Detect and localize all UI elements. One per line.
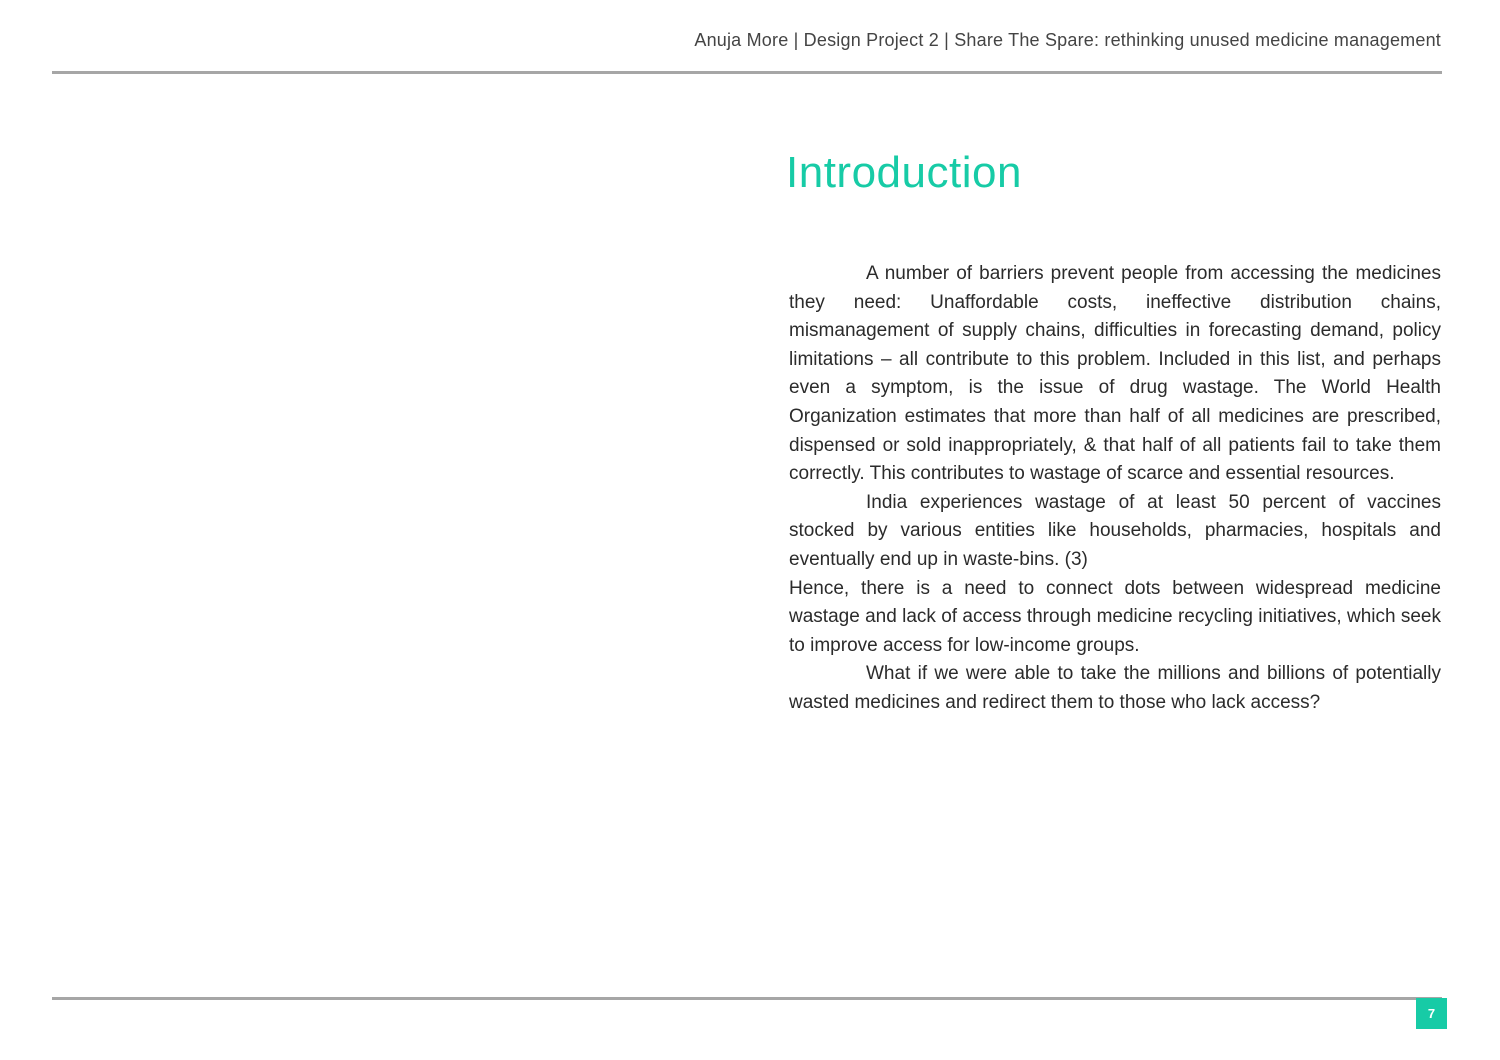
section-title: Introduction (786, 148, 1022, 197)
paragraph-3: Hence, there is a need to connect dots between widespread medicine wastage and lack of access through medicine recycling initiatives, which seek to improve access for low-income groups. (789, 577, 1441, 656)
footer-divider (52, 997, 1442, 1000)
page-number: 7 (1416, 998, 1447, 1029)
body-text (789, 260, 1441, 718)
header-divider (52, 71, 1442, 74)
running-header: Anuja More | Design Project 2 | Share The Spare: rethinking unused medicine management (694, 30, 1441, 50)
paragraph-1: A number of barriers prevent people from accessing the medicines they need: Unaffordable costs, ineffective distribution chains, mismanagement of supply chains, difficulties in forecasting demand, policy limitations – all contribute to this problem. Included in this list, and perhaps even a symptom, is the issue of drug wastage. The World Health Organization estimates that more than half of all medicines are prescribed, dispensed or sold inappropriately, & that half of all patients fail to take them correctly. This contributes to wastage of scarce and essential resources. (789, 263, 1441, 485)
paragraph-2: India experiences wastage of at least 50 percent of vaccines stocked by various entities like households, pharmacies, hospitals and eventually end up in waste-bins. (3) (789, 491, 1441, 570)
paragraph-4: What if we were able to take the millions and billions of potentially wasted medicines and redirect them to those who lack access? (789, 663, 1441, 713)
